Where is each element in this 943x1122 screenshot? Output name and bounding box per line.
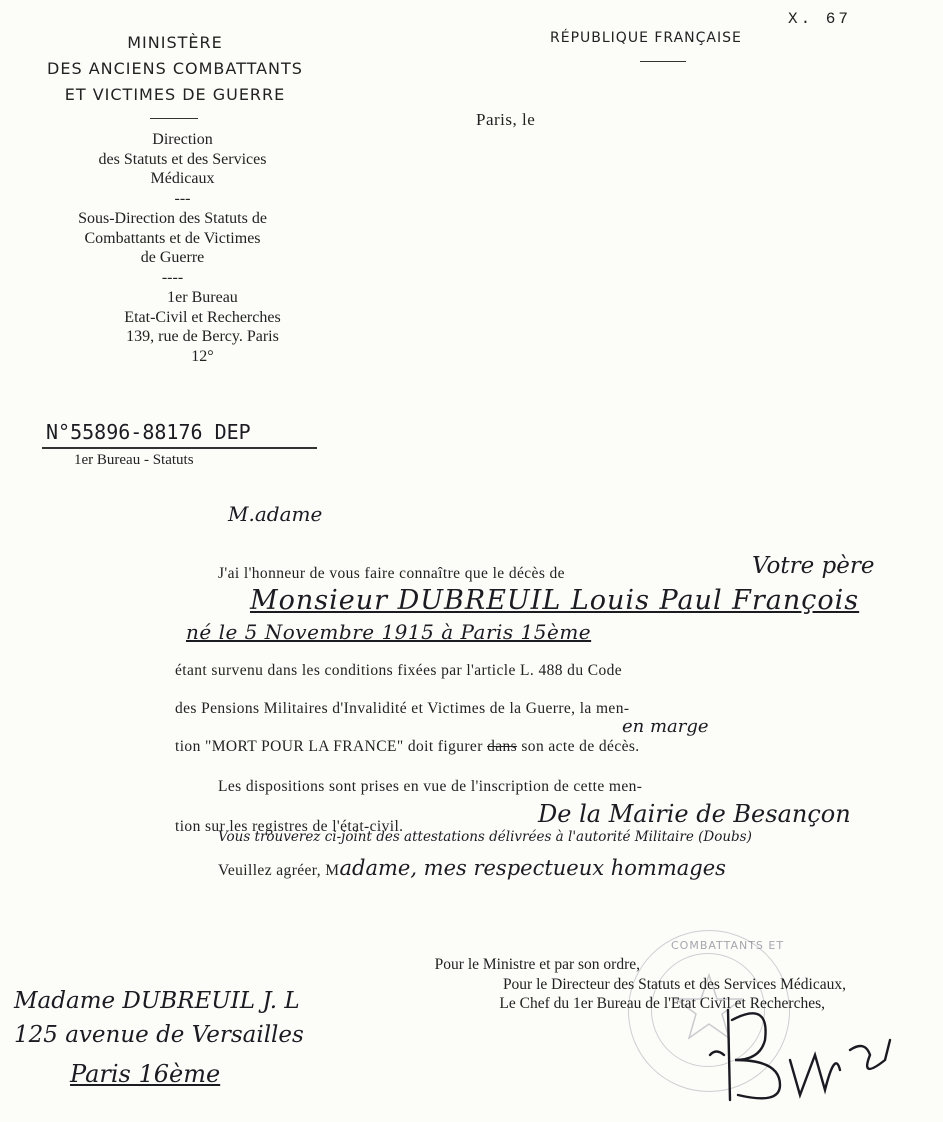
handwritten-name: Monsieur DUBREUIL Louis Paul François bbox=[250, 585, 860, 616]
recipient-city-text: Paris 16ème bbox=[70, 1060, 221, 1088]
letter-line-1: J'ai l'honneur de vous faire connaître que le décès de bbox=[218, 565, 565, 582]
republic-heading: RÉPUBLIQUE FRANÇAISE bbox=[550, 30, 742, 46]
subdirection-line: Sous-Direction des Statuts de bbox=[78, 210, 267, 227]
bureau-line: 139, rue de Bercy. Paris bbox=[126, 328, 279, 346]
struck-word: dans bbox=[487, 738, 518, 755]
letter-line-4-start: tion "MORT POUR LA FRANCE" doit figurer bbox=[175, 738, 483, 755]
bureau-line: 12° bbox=[191, 347, 214, 365]
reference-number: N°55896-88176 DEP bbox=[46, 420, 251, 444]
letter-line-4 bbox=[175, 738, 640, 756]
direction-line: --- bbox=[174, 189, 191, 207]
direction-line: des Statuts et des Services bbox=[98, 150, 267, 168]
stamp-text: COMBATTANTS ET bbox=[671, 939, 785, 952]
direction-block bbox=[40, 130, 325, 208]
closing-hand-title: adame bbox=[339, 856, 411, 880]
subdirection-block bbox=[10, 209, 335, 287]
closing-typed: Veuillez agréer, M bbox=[218, 862, 340, 879]
handwritten-signature bbox=[690, 1000, 930, 1110]
letter-line-6: tion sur les registres de l'état-civil. bbox=[175, 818, 404, 835]
republic-divider bbox=[640, 61, 686, 62]
signature-line-2: Pour le Directeur des Statuts et des Services Médicaux, bbox=[502, 975, 846, 993]
reference-bureau: 1er Bureau - Statuts bbox=[74, 452, 194, 468]
reference-underline bbox=[42, 447, 317, 449]
salutation: M.adame bbox=[228, 502, 323, 526]
ministry-divider bbox=[150, 118, 198, 119]
letter-line-2: étant survenu dans les conditions fixées par l'article L. 488 du Code bbox=[175, 662, 623, 679]
bureau-line: Etat-Civil et Recherches bbox=[124, 308, 281, 326]
subdirection-line: ---- bbox=[161, 268, 184, 286]
handwritten-insertion: en marge bbox=[622, 716, 709, 737]
handwritten-birth: né le 5 Novembre 1915 à Paris 15ème bbox=[186, 620, 592, 644]
letter-line-3: des Pensions Militaires d'Invalidité et Victimes de la Guerre, la men- bbox=[175, 700, 630, 717]
ministry-line: MINISTÈRE bbox=[127, 33, 223, 52]
letter-line-4-end: son acte de décès. bbox=[521, 738, 640, 755]
closing-hand-regards: , mes respectueux hommages bbox=[410, 856, 726, 880]
letter-closing bbox=[218, 856, 726, 880]
recipient-street: 125 avenue de Versailles bbox=[14, 1022, 304, 1048]
ministry-line: ET VICTIMES DE GUERRE bbox=[64, 85, 286, 104]
top-reference-mark: X. 67 bbox=[788, 10, 852, 28]
signature-line-1: Pour le Ministre et par son ordre, bbox=[434, 956, 640, 973]
handwritten-relation: Votre père bbox=[752, 553, 875, 579]
ministry-heading bbox=[40, 30, 310, 108]
bureau-block bbox=[60, 288, 345, 366]
handwritten-town-hall: De la Mairie de Besançon bbox=[538, 800, 851, 828]
ministry-line: DES ANCIENS COMBATTANTS bbox=[47, 59, 303, 78]
direction-line: Médicaux bbox=[150, 170, 215, 188]
bureau-line: 1er Bureau bbox=[167, 289, 238, 306]
recipient-name: Madame DUBREUIL J. L bbox=[14, 988, 300, 1014]
recipient-city bbox=[70, 1060, 220, 1088]
handwritten-enclosure-note: Vous trouverez ci-joint des attestations délivrées à l'autorité Militaire (Doubs) bbox=[218, 829, 752, 845]
direction-line: Direction bbox=[152, 131, 213, 148]
place-date: Paris, le bbox=[476, 110, 536, 129]
signature-line-3: Le Chef du 1er Bureau de l'Etat Civil et Recherches, bbox=[499, 995, 825, 1012]
subdirection-line: Combattants et de Victimes bbox=[84, 229, 261, 247]
subdirection-line: de Guerre bbox=[140, 249, 205, 267]
letter-line-5: Les dispositions sont prises en vue de l'inscription de cette men- bbox=[218, 778, 643, 795]
